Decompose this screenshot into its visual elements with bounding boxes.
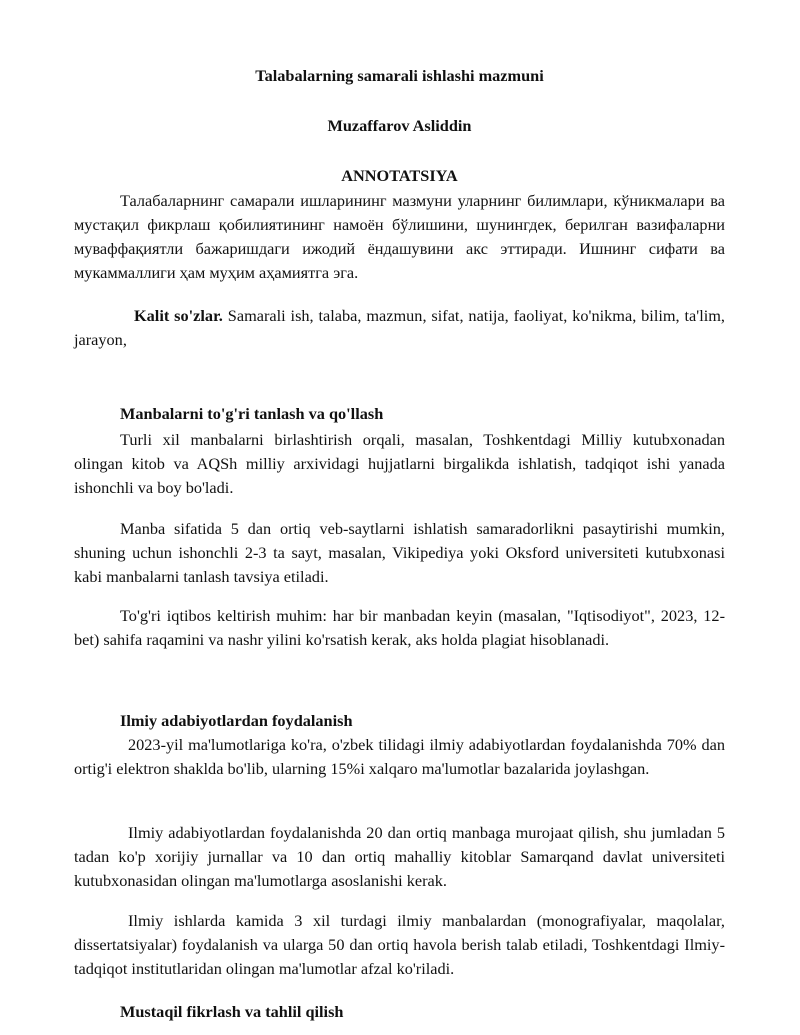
- annotation-heading: ANNOTATSIYA: [341, 166, 458, 185]
- keywords-label: Kalit so'zlar.: [134, 306, 223, 325]
- section-heading: Ilmiy adabiyotlardan foydalanish: [120, 711, 353, 730]
- section-heading: Mustaqil fikrlash va tahlil qilish: [120, 1002, 344, 1021]
- section-paragraph: Turli xil manbalarni birlashtirish orqali, masalan, Toshkentdagi Milliy kutubxonadan olingan kitob va AQSh milliy arxividagi hujjatlarni birgalikda ishlatish, tadqiqot ishi yanada ishonchli va boy bo'ladi.: [74, 430, 725, 497]
- keywords-text: Samarali ish, talaba, mazmun, sifat, natija, faoliyat, ko'nikma, bilim, ta'lim, jarayon,: [74, 306, 725, 349]
- section-heading: Manbalarni to'g'ri tanlash va qo'llash: [120, 404, 384, 423]
- document-author: Muzaffarov Asliddin: [327, 116, 472, 135]
- section-paragraph: Manba sifatida 5 dan ortiq veb-saytlarni ishlatish samaradorlikni pasaytirishi mumkin, shuning uchun ishonchli 2-3 ta sayt, masalan, Vikipediya yoki Oksford universiteti kutubxonasi kabi manbalarni tanlash tavsiya etiladi.: [74, 519, 725, 586]
- section-paragraph: Ilmiy adabiyotlardan foydalanishda 20 dan ortiq manbaga murojaat qilish, shu jumladan 5 tadan ko'p xorijiy jurnallar va 10 dan ortiq mahalliy kitoblar Samarqand davlat universiteti kutubxonasidan olingan ma'lumotlarga asoslanishi kerak.: [74, 823, 725, 890]
- section-paragraph: To'g'ri iqtibos keltirish muhim: har bir manbadan keyin (masalan, "Iqtisodiyot", 2023, 12-bet) sahifa raqamini va nashr yilini ko'rsatish kerak, aks holda plagiat hisoblanadi.: [74, 606, 725, 649]
- document-title: Talabalarning samarali ishlashi mazmuni: [255, 66, 544, 85]
- section-paragraph: 2023-yil ma'lumotlariga ko'ra, o'zbek tilidagi ilmiy adabiyotlardan foydalanishda 70% dan ortig'i elektron shaklda bo'lib, ularning 15%i xalqaro ma'lumotlar bazalarida joylashgan.: [74, 735, 725, 778]
- annotation-paragraph: Талабаларнинг самарали ишларининг мазмуни уларнинг билимлари, кўникмалари ва мустақил фикрлаш қобилиятининг намоён бўлишини, шунингдек, берилган вазифаларни муваффақиятли бажаришдаги ижодий ёндашувини акс эттиради. Ишнинг сифати ва мукаммаллиги ҳам муҳим аҳамиятга эга.: [74, 191, 725, 282]
- section-paragraph: Ilmiy ishlarda kamida 3 xil turdagi ilmiy manbalardan (monografiyalar, maqolalar, dissertatsiyalar) foydalanish va ularga 50 dan ortiq havola berish talab etiladi, Toshkentdagi Ilmiy-tadqiqot institutlaridan olingan ma'lumotlar afzal ko'riladi.: [74, 911, 725, 978]
- keywords-paragraph: [74, 304, 725, 352]
